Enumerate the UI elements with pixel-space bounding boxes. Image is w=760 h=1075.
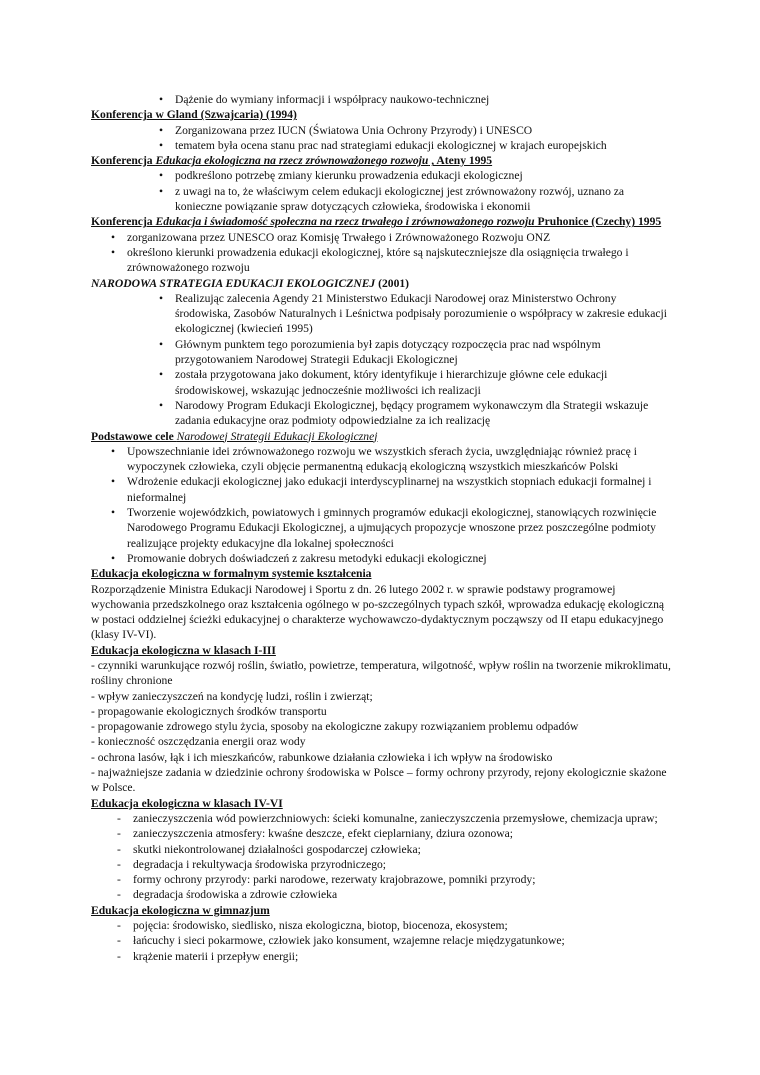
list-item-text: degradacja i rekultywacja środowiska przyrodniczego;	[133, 857, 387, 871]
list-item	[91, 842, 671, 857]
bullet-icon: •	[111, 506, 116, 520]
list-item	[91, 811, 671, 826]
list-item	[91, 857, 671, 872]
bullet-icon: •	[111, 245, 116, 259]
paragraph: - czynniki warunkujące rozwój roślin, światło, powietrze, temperatura, wilgotność, wpływ roślin na tworzenie mikroklimatu, rośliny chronione	[91, 658, 671, 688]
bullet-icon: •	[111, 551, 116, 565]
list-item-text: zanieczyszczenia wód powierzchniowych: ścieki komunalne, zanieczyszczenia przemysłowe, chemizacja upraw;	[133, 811, 658, 825]
paragraph: - propagowanie ekologicznych środków transportu	[91, 704, 327, 718]
list-item	[91, 918, 671, 933]
list-item	[111, 444, 671, 475]
list-item	[159, 398, 671, 429]
bullet-icon: •	[159, 123, 164, 137]
list-item	[91, 933, 671, 948]
section-heading: Edukacja ekologiczna w klasach I-III	[91, 643, 276, 657]
heading-segment: (2001)	[375, 276, 410, 290]
list-item-text: pojęcia: środowisko, siedlisko, nisza ekologiczna, biotop, biocenoza, ekosystem;	[133, 919, 508, 933]
list-item-text: formy ochrony przyrody: parki narodowe, rezerwaty krajobrazowe, pomniki przyrody;	[133, 873, 536, 887]
list-item	[111, 551, 671, 566]
list-item	[91, 826, 671, 841]
section-heading	[91, 214, 671, 229]
list-item-text: Promowanie dobrych doświadczeń z zakresu metodyki edukacji ekologicznej	[127, 551, 487, 565]
bullet-list	[91, 123, 671, 154]
section-heading	[91, 276, 671, 291]
list-item-text: zanieczyszczenia atmosfery: kwaśne deszcze, efekt cieplarniany, dziura ozonowa;	[133, 827, 514, 841]
list-item-text: krążenie materii i przepływ energii;	[133, 949, 299, 963]
section-heading: Edukacja ekologiczna w klasach IV-VI	[91, 796, 283, 810]
dash-marker: -	[117, 857, 121, 871]
list-item-text: z uwagi na to, że właściwym celem edukacji ekologicznej jest zrównoważony rozwój, uznano za konieczne powiązanie spraw dotyczących człowieka, środowiska i ekonomii	[175, 184, 625, 214]
list-item-text: została przygotowana jako dokument, który identyfikuje i hierarchizuje główne cele edukacji środowiskowej, wskazując jednocześnie możliwości ich realizacji	[175, 368, 608, 397]
bullet-list	[91, 444, 671, 566]
list-item-text: Tworzenie wojewódzkich, powiatowych i gminnych programów edukacji ekologicznej, stanowiących rozwinięcie Narodowego Programu Edukacji Ekologicznej, a ujmujących propozycje wnoszone przez poszczególne podmioty realizujące projekty edukacyjne dla lokalnej społeczności	[127, 506, 657, 550]
section-heading: Konferencja w Gland (Szwajcaria) (1994)	[91, 108, 297, 122]
section-heading	[91, 153, 671, 168]
heading-segment: Podstawowe cele	[91, 429, 177, 443]
bullet-icon: •	[159, 368, 164, 382]
section-heading: Edukacja ekologiczna w formalnym systemie kształcenia	[91, 567, 372, 581]
list-item-text: Upowszechnianie idei zrównoważonego rozwoju we wszystkich sferach życia, uwzględniając również pracę i wypoczynek człowieka, czyli objęcie permanentną edukacją ekologiczną wszystkich mieszkańców Polski	[127, 444, 637, 474]
dash-list	[91, 918, 671, 964]
dash-marker: -	[117, 934, 121, 948]
list-item	[159, 138, 671, 153]
document-body	[91, 92, 671, 964]
list-item	[159, 367, 671, 398]
bullet-icon: •	[159, 93, 164, 106]
heading-segment: Konferencja	[91, 154, 156, 168]
paragraph: - wpływ zanieczyszczeń na kondycję ludzi, roślin i zwierząt;	[91, 689, 373, 703]
bullet-icon: •	[159, 291, 164, 305]
dash-marker: -	[117, 919, 121, 933]
list-item-text: degradacja środowiska a zdrowie człowieka	[133, 888, 338, 902]
list-item	[159, 337, 671, 368]
bullet-icon: •	[159, 169, 164, 183]
list-item	[91, 887, 671, 902]
bullet-icon: •	[159, 337, 164, 351]
paragraph: - najważniejsze zadania w dziedzinie ochrony środowiska w Polsce – formy ochrony przyrody, rejony ekologicznie skażone w Polsce.	[91, 766, 667, 795]
list-item-text: określono kierunki prowadzenia edukacji ekologicznej, które są najskuteczniejsze dla osiągnięcia trwałego i zrównoważonego rozwoju	[127, 245, 629, 275]
bullet-list	[91, 168, 671, 214]
paragraph: - ochrona lasów, łąk i ich mieszkańców, rabunkowe działania człowieka i ich wpływ na środowisko	[91, 750, 553, 764]
list-item	[111, 245, 671, 276]
section-heading: Edukacja ekologiczna w gimnazjum	[91, 903, 270, 917]
bullet-icon: •	[159, 398, 164, 412]
list-item-text: zorganizowana przez UNESCO oraz Komisję Trwałego i Zrównoważonego Rozwoju ONZ	[127, 230, 551, 244]
dash-marker: -	[117, 811, 121, 825]
list-item	[159, 92, 671, 107]
bullet-icon: •	[111, 444, 116, 458]
bullet-icon: •	[159, 138, 164, 152]
list-item	[159, 291, 671, 337]
list-item-text: łańcuchy i sieci pokarmowe, człowiek jako konsument, wzajemne relacje międzygatunkowe;	[133, 934, 565, 948]
list-item	[111, 474, 671, 505]
bullet-icon: •	[111, 230, 116, 244]
heading-segment: Edukacja ekologiczna na rzecz zrównoważonego rozwoju	[155, 154, 429, 168]
section-heading	[91, 429, 671, 444]
heading-segment: Pruhonice (Czechy) 1995	[534, 215, 662, 229]
dash-marker: -	[117, 842, 121, 856]
dash-list	[91, 811, 671, 903]
bullet-icon: •	[159, 184, 164, 198]
dash-marker: -	[117, 949, 121, 963]
bullet-list	[91, 92, 671, 107]
list-item-text: Wdrożenie edukacji ekologicznej jako edukacji interdyscyplinarnej na wszystkich stopniach edukacji formalnej i nieformalnej	[127, 475, 652, 504]
list-item	[91, 949, 671, 964]
list-item	[159, 184, 671, 215]
paragraph: Rozporządzenie Ministra Edukacji Narodowej i Sportu z dn. 26 lutego 2002 r. w sprawie podstawy programowej wychowania przedszkolnego oraz kształcenia ogólnego w po-szczególnych typach szkół, wprowadza edukację ekologiczną w postaci oddzielnej ścieżki edukacyjnej o charakterze wychowawczo-dydaktycznym począwszy od II etapu edukacyjnego (klasy IV-VI).	[91, 582, 665, 642]
dash-marker: -	[117, 827, 121, 841]
bullet-list	[91, 291, 671, 429]
list-item-text: tematem była ocena stanu prac nad strategiami edukacji ekologicznej w krajach europejskich	[175, 138, 607, 152]
list-item-text: Realizując zalecenia Agendy 21 Ministerstwo Edukacji Narodowej oraz Ministerstwo Ochrony środowiska, Zasobów Naturalnych i Leśnictwa podpisały porozumienie o współpracy w zakresie edukacji ekologicznej (kwiecień 1995)	[175, 291, 667, 336]
list-item-text: Zorganizowana przez IUCN (Światowa Unia Ochrony Przyrody) i UNESCO	[175, 123, 533, 137]
paragraph: - propagowanie zdrowego stylu życia, sposoby na ekologiczne zakupy rozwiązaniem problemu odpadów	[91, 720, 579, 734]
list-item-text: Narodowy Program Edukacji Ekologicznej, będący programem wykonawczym dla Strategii wskazuje zadania edukacyjne oraz podmioty odpowiedzialne za ich realizację	[175, 398, 649, 428]
heading-segment: , Ateny 1995	[428, 154, 493, 168]
list-item	[91, 872, 671, 887]
dash-marker: -	[117, 873, 121, 887]
list-item	[159, 168, 671, 183]
dash-marker: -	[117, 888, 121, 902]
list-item-text: skutki niekontrolowanej działalności gospodarczej człowieka;	[133, 842, 421, 856]
heading-segment: Konferencja	[91, 215, 156, 229]
list-item-text: Dążenie do wymiany informacji i współpracy naukowo-technicznej	[175, 93, 490, 106]
list-item	[111, 230, 671, 245]
heading-segment: Edukacja i świadomość społeczna na rzecz trwałego i zrównoważonego rozwoju	[155, 215, 535, 229]
bullet-list	[91, 230, 671, 276]
list-item-text: Głównym punktem tego porozumienia był zapis dotyczący rozpoczęcia prac nad wspólnym przygotowaniem Narodowej Strategii Edukacji Ekologicznej	[175, 337, 601, 367]
list-item-text: podkreślono potrzebę zmiany kierunku prowadzenia edukacji ekologicznej	[175, 169, 523, 183]
list-item	[111, 505, 671, 551]
heading-segment: NARODOWA STRATEGIA EDUKACJI EKOLOGICZNEJ	[91, 276, 376, 290]
heading-segment: Narodowej Strategii Edukacji Ekologicznej	[176, 429, 378, 443]
paragraph: - konieczność oszczędzania energii oraz wody	[91, 735, 306, 749]
list-item	[159, 123, 671, 138]
bullet-icon: •	[111, 475, 116, 489]
